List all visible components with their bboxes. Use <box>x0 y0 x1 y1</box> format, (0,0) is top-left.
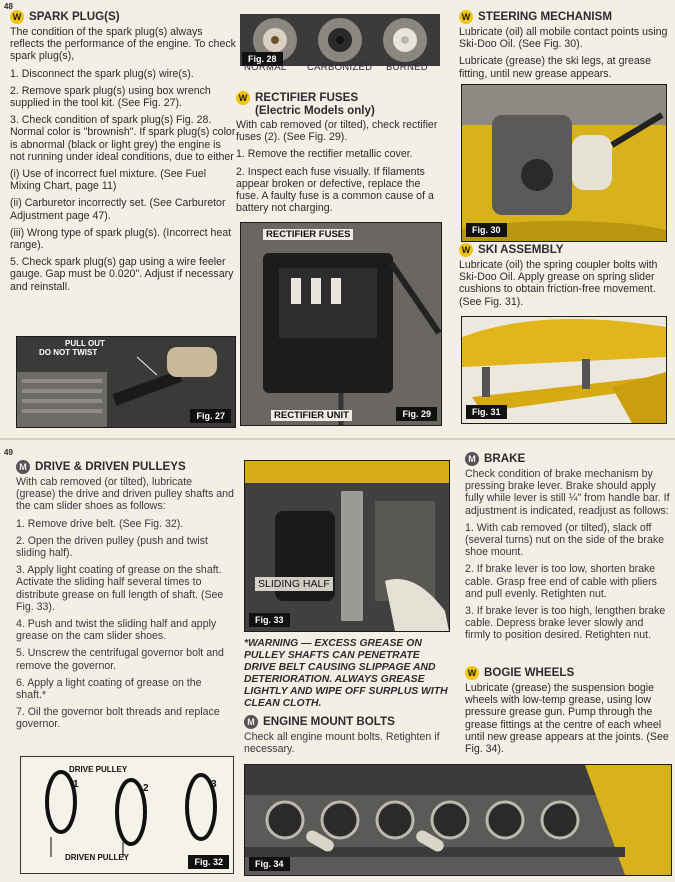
brake-section <box>465 452 671 647</box>
caption-carbonized: CARBONIZED <box>307 62 373 73</box>
warning-and-engine-section <box>244 638 450 760</box>
brake-title: BRAKE <box>484 452 526 465</box>
page-49 <box>0 440 675 882</box>
fig-29-label: Fig. 29 <box>396 407 437 421</box>
w-badge-icon: W <box>236 91 250 105</box>
rectifier-heading <box>236 91 440 117</box>
drive-step-2: 2. Open the driven pulley (push and twist sliding half). <box>16 534 208 560</box>
spark-plug-intro: The condition of the spark plug(s) always reflects the performance of the engine. To check spark plug(s), <box>10 26 236 63</box>
fig-32-diagram <box>20 756 234 874</box>
pull-out-label: PULL OUT <box>65 339 105 348</box>
page-number: 49 <box>4 448 13 457</box>
w-badge-icon: W <box>459 243 473 257</box>
step-number-3: 3 <box>211 779 217 790</box>
driven-pulley-label: DRIVEN PULLEY <box>65 853 130 862</box>
rectifier-title: RECTIFIER FUSES <box>255 91 359 104</box>
fig-33-photo <box>244 460 450 632</box>
fig-30-label: Fig. 30 <box>466 223 507 237</box>
brake-step-2: 2. If brake lever is too low, shorten brake cable. Grasp free end of cable with pliers and pull evenly. Retighten nut. <box>465 563 657 600</box>
ski-assembly-heading <box>459 243 669 257</box>
fig-32-label: Fig. 32 <box>188 855 229 869</box>
step-number-2: 2 <box>143 783 149 794</box>
steering-section <box>459 10 669 85</box>
rectifier-unit-illustration <box>241 223 441 425</box>
sliding-half-label: SLIDING HALF <box>255 577 333 591</box>
w-badge-icon: W <box>465 666 479 680</box>
rectifier-step-2: 2. Inspect each fuse visually. If filaments appear broken or defective, replace the fuse. A faulty fuse is a common cause of a battery not charging. <box>236 165 434 215</box>
ski-assembly-section <box>459 243 669 313</box>
m-badge-icon: M <box>16 460 30 474</box>
fig-31-photo <box>461 316 667 424</box>
ski-assembly-p1: Lubricate (oil) the spring coupler bolts with Ski-Doo Oil. Apply grease on spring slider cushions to obtain friction-free movement. (See Fig. 31). <box>459 259 658 308</box>
steering-title: STEERING MECHANISM <box>478 10 612 23</box>
spark-step-ii: (ii) Carburetor incorrectly set. (See Carburetor Adjustment page 47). <box>10 197 226 222</box>
steering-heading <box>459 10 669 24</box>
drive-pulley-label: DRIVE PULLEY <box>69 765 128 774</box>
spark-step-i: (i) Use of incorrect fuel mixture. (See Fuel Mixing Chart, page 11) <box>10 168 207 193</box>
engine-mount-p1: Check all engine mount bolts. Retighten if necessary. <box>244 731 440 756</box>
fig-31-label: Fig. 31 <box>466 405 507 419</box>
w-badge-icon: W <box>459 10 473 24</box>
do-not-twist-label: DO NOT TWIST <box>39 348 98 357</box>
drive-intro: With cab removed (or tilted), lubricate (grease) the drive and driven pulley shafts and the cam slider shoes as follows: <box>16 476 234 513</box>
spark-plug-section <box>10 10 236 298</box>
sliding-half-illustration <box>245 461 449 631</box>
ski-assembly-title: SKI ASSEMBLY <box>478 243 564 256</box>
brake-step-3: 3. If brake lever is too high, lengthen brake cable. Depress brake lever slowly and firmly to position desired. Retighten nut. <box>465 605 666 642</box>
steering-p1: Lubricate (oil) all mobile contact points using Ski-Doo Oil. (See Fig. 30). <box>459 26 668 51</box>
drive-step-3: 3. Apply light coating of grease on the shaft. Activate the sliding half several times to distribute grease on full length of shaft. (See Fig. 33). <box>16 564 224 613</box>
brake-heading <box>465 452 671 466</box>
fig-27-label: Fig. 27 <box>190 409 231 423</box>
bogie-wheels-heading <box>465 666 671 680</box>
spark-step-5: 5. Check spark plug(s) gap using a wire feeler gauge. Gap must be 0.020". Adjust if necessary and reinstall. <box>10 256 234 293</box>
fig-33-label: Fig. 33 <box>249 613 290 627</box>
rectifier-subtitle: (Electric Models only) <box>255 104 375 117</box>
drive-pulleys-heading <box>16 460 234 474</box>
fig-27-photo <box>16 336 236 428</box>
drive-step-5: 5. Unscrew the centrifugal governor bolt and remove the governor. <box>16 647 224 672</box>
spark-step-3: 3. Check condition of spark plug(s) Fig. 28. Normal color is "brownish". If spark plug(s) color is abnormal (black or light grey) the engine is not running under ideal conditions, due to either <box>10 114 236 163</box>
fig-29-photo <box>240 222 442 426</box>
bogie-wheels-p1: Lubricate (grease) the suspension bogie wheels with low-temp grease, using low pressure grease gun. Pump through the grease fittings at the centre of each wheel until new grease appears at the joints. (See Fig. 34). <box>465 682 669 756</box>
bogie-wheels-section <box>465 666 671 760</box>
drive-pulleys-section <box>16 460 234 736</box>
w-badge-icon: W <box>10 10 24 24</box>
engine-mount-title: ENGINE MOUNT BOLTS <box>263 715 395 728</box>
m-badge-icon: M <box>465 452 479 466</box>
drive-step-6: 6. Apply a light coating of grease on the shaft.* <box>16 676 202 702</box>
spark-plug-title: SPARK PLUG(S) <box>29 10 120 23</box>
drive-pulleys-title: DRIVE & DRIVEN PULLEYS <box>35 460 186 473</box>
caption-burned: BURNED <box>386 62 428 73</box>
step-number-1: 1 <box>73 779 79 790</box>
rectifier-fuses-label: RECTIFIER FUSES <box>263 229 353 240</box>
steering-mechanism-illustration <box>462 85 666 241</box>
grease-warning-note: *WARNING — EXCESS GREASE ON PULLEY SHAFTS CAN PENETRATE DRIVE BELT CAUSING SLIPPAGE AND DETERIORATION. ALWAYS GREASE LIGHTLY AND WIPE OFF SURPLUS WITH CLEAN CLOTH. <box>244 638 448 709</box>
fig-34-photo <box>244 764 672 876</box>
m-badge-icon: M <box>244 715 258 729</box>
rectifier-intro: With cab removed (or tilted), check rectifier fuses (2). (See Fig. 29). <box>236 119 438 144</box>
rectifier-unit-label: RECTIFIER UNIT <box>271 410 352 421</box>
spark-step-2: 2. Remove spark plug(s) using box wrench supplied in the tool kit. (See Fig. 27). <box>10 84 211 110</box>
spark-step-1: 1. Disconnect the spark plug(s) wire(s). <box>10 67 194 80</box>
fig-28-label: Fig. 28 <box>242 52 283 66</box>
page-48 <box>0 0 675 438</box>
drive-step-1: 1. Remove drive belt. (See Fig. 32). <box>16 517 184 530</box>
bogie-wheels-illustration <box>245 765 671 875</box>
drive-step-4: 4. Push and twist the sliding half and apply grease on the cam slider shoes. <box>16 618 217 643</box>
brake-intro: Check condition of brake mechanism by pressing brake lever. Brake should apply fully while lever is still ¼" from handle bar. If adjustment is indicated, readjust as follows: <box>465 468 670 517</box>
engine-mount-heading <box>244 715 450 729</box>
brake-step-1: 1. With cab removed (or tilted), slack off (several turns) nut on the side of the brake shoe mount. <box>465 521 665 559</box>
drive-step-7: 7. Oil the governor bolt threads and replace governor. <box>16 706 220 731</box>
rectifier-step-1: 1. Remove the rectifier metallic cover. <box>236 148 413 161</box>
steering-p2: Lubricate (grease) the ski legs, at grease fitting, until new grease appears. <box>459 55 651 80</box>
spark-step-iii: (iii) Wrong type of spark plug(s). (Incorrect heat range). <box>10 226 232 252</box>
page-number: 48 <box>4 2 13 11</box>
fig-30-photo <box>461 84 667 242</box>
spark-plug-heading <box>10 10 236 24</box>
caption-normal: NORMAL <box>244 62 287 73</box>
bogie-wheels-title: BOGIE WHEELS <box>484 666 575 679</box>
fig-34-label: Fig. 34 <box>249 857 290 871</box>
rectifier-section <box>236 91 440 219</box>
